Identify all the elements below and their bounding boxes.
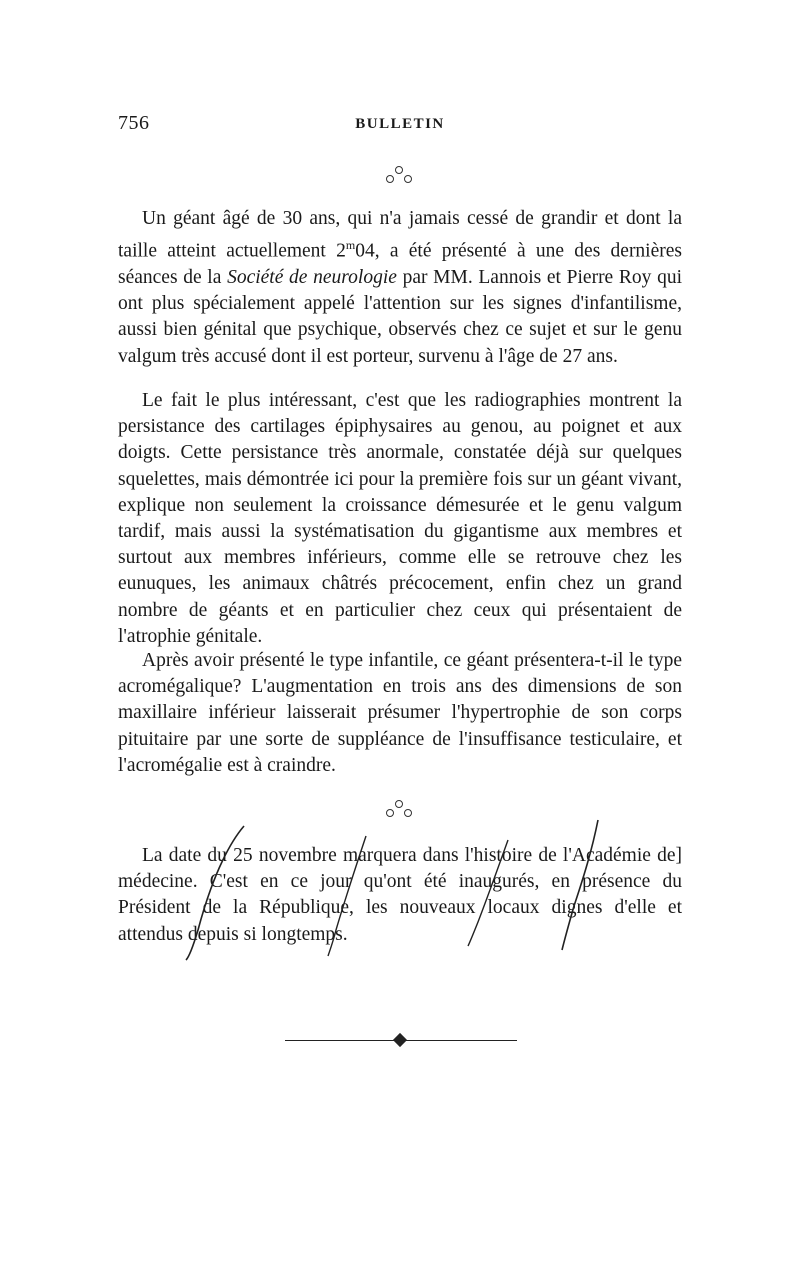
paragraph1-unit: m: [345, 238, 356, 253]
paragraph-radiographs: Le fait le plus intéressant, c'est que les radiographies montrent la persistance des cartilages épiphysaires au genou, au poignet et aux doigts. Cette persistance très anormale, constatée déjà sur quelques squelettes, mais démontrée ici pour la première fois sur un géant vivant, explique non seulement la croissance démesurée et le genu valgum tardif, mais aussi la systématisation du gigantisme aux membres et surtout aux membres inférieurs, comme elle se retrouve chez les eunuques, les animaux châtrés précocement, enfin chez un grand nombre de géants et en particulier chez ceux qui présentaient de l'atrophie génitale.: [118, 390, 682, 647]
running-head: BULLETIN: [355, 116, 445, 132]
paragraph-acromegaly: Après avoir présenté le type infantile, ce géant présentera-t-il le type acromégalique? L'augmentation en trois ans des dimensions de son maxillaire inférieur laisserait présumer l'hypertrophie de son corps pituitaire par une sorte de suppléance de l'insuffisance testiculaire, et l'acromégalie est à craindre.: [118, 650, 682, 776]
paragraph1-text-c: par MM. Lannois et Pierre Roy qui ont plus spécialement appelé l'attention sur les signes d'infantilisme, aussi bien génital que psychique, observés chez ce sujet et sur le genu valgum très accusé dont il est porteur, survenu à l'âge de 27 ans.: [118, 266, 682, 367]
paragraph1-text-a: Un géant âgé de 30 ans, qui n'a jamais cessé de grandir et dont la taille atteint actuellement 2: [118, 208, 682, 262]
paragraph1-text-b: 04, a été présenté à une des dernières séances de la: [118, 240, 682, 288]
paragraph-academy: La date du 25 novembre marquera dans l'histoire de l'Académie de] médecine. C'est en ce jour qu'ont été inaugurés, en présence du Président de la République, les nouveaux locaux dignes d'elle et attendus depuis si longtemps.: [118, 845, 682, 945]
society-name: Société de neurologie: [227, 266, 397, 288]
page-number: 756: [118, 112, 150, 134]
